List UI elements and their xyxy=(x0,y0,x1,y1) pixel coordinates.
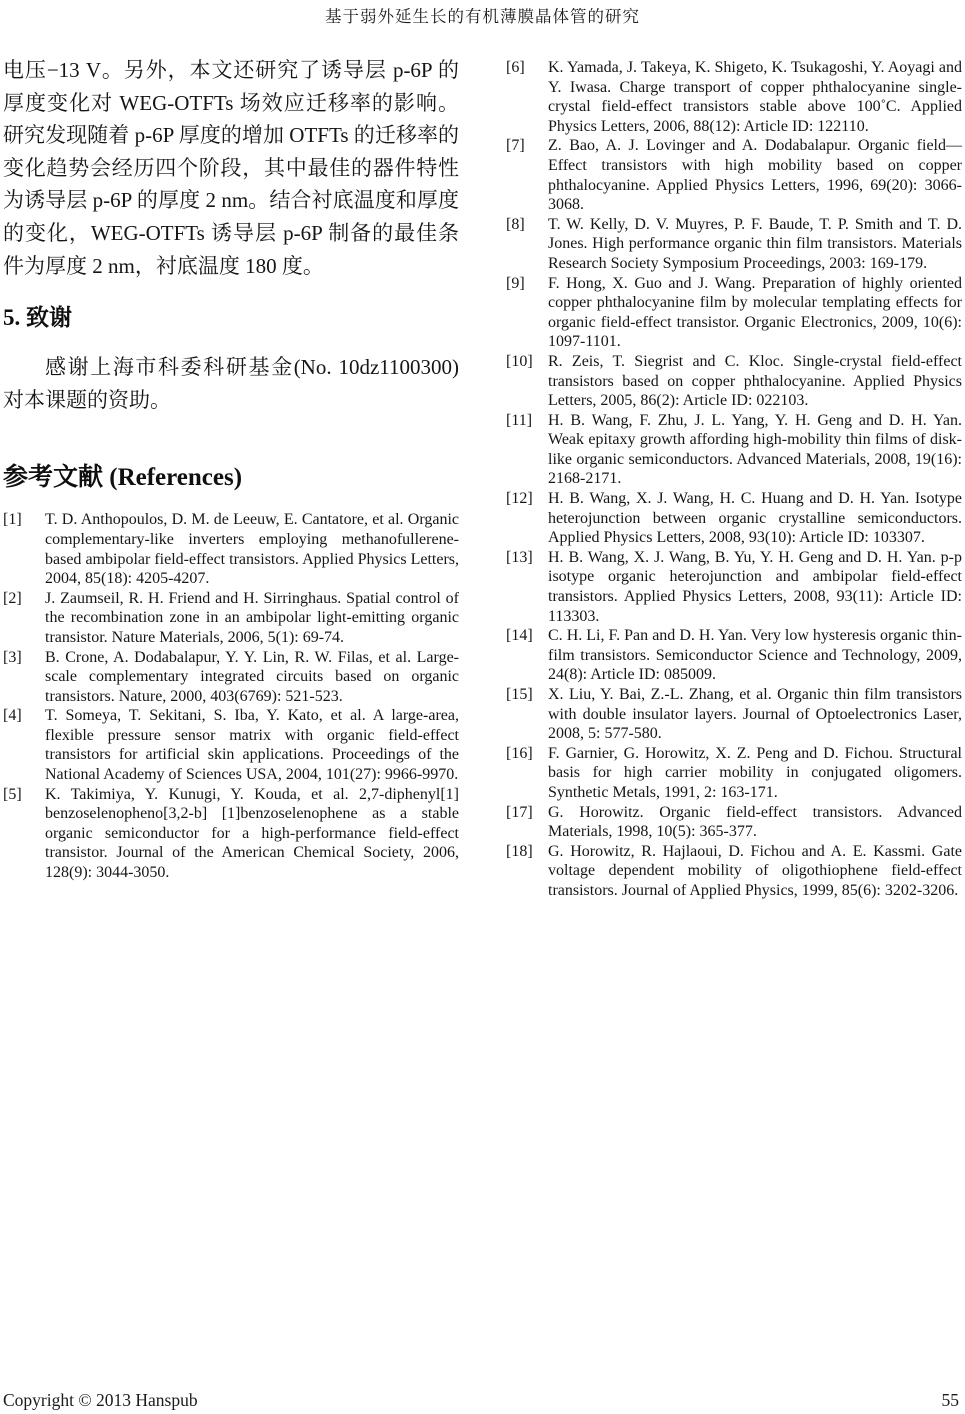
reference-text: H. B. Wang, X. J. Wang, B. Yu, Y. H. Geng and D. H. Yan. p-p isotype organic heterojunction and ambipolar field-effect transistors. Applied Physics Letters, 2008, 93(11): Article ID: 113303. xyxy=(548,548,962,625)
reference-item xyxy=(3,785,459,883)
reference-number: [10] xyxy=(506,352,533,370)
reference-text: T. Someya, T. Sekitani, S. Iba, Y. Kato, et al. A large-area, flexible pressure sensor matrix with organic field-effect transistors for artificial skin applications. Proceedings of the National Academy of Sciences USA, 2004, 101(27): 9966-9970. xyxy=(45,707,459,784)
reference-number: [14] xyxy=(506,627,533,645)
two-column-body xyxy=(3,54,962,901)
reference-text: X. Liu, Y. Bai, Z.-L. Zhang, et al. Organic thin film transistors with double insulator layers. Journal of Optoelectronics Laser, 2008, 5: 577-580. xyxy=(548,686,962,743)
reference-text: H. B. Wang, X. J. Wang, H. C. Huang and D. H. Yan. Isotype heterojunction between organic crystalline semiconductors. Applied Physics Letters, 2008, 93(10): Article ID: 103307. xyxy=(548,490,962,547)
reference-text: B. Crone, A. Dodabalapur, Y. Y. Lin, R. W. Filas, et al. Large-scale complementary integrated circuits based on organic transistors. Nature, 2000, 403(6769): 521-523. xyxy=(45,648,459,705)
footer-copyright: Copyright © 2013 Hanspub xyxy=(3,1390,198,1410)
page-footer xyxy=(3,1390,959,1411)
reference-number: [11] xyxy=(506,411,533,429)
reference-item xyxy=(506,352,962,411)
reference-item xyxy=(506,411,962,489)
right-column xyxy=(506,54,962,901)
reference-number: [3] xyxy=(3,648,22,666)
reference-number: [4] xyxy=(3,707,22,725)
acknowledgement-text: 感谢上海市科委科研基金(No. 10dz1100300)对本课题的资助。 xyxy=(3,355,459,412)
references-heading: 参考文献 (References) xyxy=(3,464,243,492)
reference-text: C. H. Li, F. Pan and D. H. Yan. Very low hysteresis organic thin-film transistors. Semiconductor Science and Technology, 2009, 24(8): Article ID: 085009. xyxy=(548,627,962,684)
reference-text: F. Hong, X. Guo and J. Wang. Preparation of highly oriented copper phthalocyanine film by molecular templating effects for organic field-effect transistor. Organic Electronics, 2009, 10(6): 1097-1101. xyxy=(548,274,962,351)
reference-text: G. Horowitz. Organic field-effect transistors. Advanced Materials, 1998, 10(5): 365-377. xyxy=(548,803,962,841)
reference-text: K. Yamada, J. Takeya, K. Shigeto, K. Tsukagoshi, Y. Aoyagi and Y. Iwasa. Charge transport of copper phthalocyanine single-crystal field-effect transistors stable above 100˚C. Applied Physics Letters, 2006, 88(12): Article ID: 122110. xyxy=(548,59,962,135)
reference-number: [16] xyxy=(506,744,533,762)
reference-number: [15] xyxy=(506,686,533,703)
reference-item xyxy=(506,626,962,685)
reference-text: Z. Bao, A. J. Lovinger and A. Dodabalapur. Organic field—Effect transistors with high mobility based on copper phthalocyanine. Applied Physics Letters, 1996, 69(20): 3066-3068. xyxy=(548,137,962,214)
body-paragraph: 电压−13 V。另外，本文还研究了诱导层 p-6P 的厚度变化对 WEG-OTFTs 场效应迁移率的影响。研究发现随着 p-6P 厚度的增加 OTFTs 的迁移率的变化趋势会经历四个阶段，其中最佳的器件特性为诱导层 p-6P 的厚度 2 nm。结合衬底温度和厚度的变化，WEG-OTFTs 诱导层 p-6P 制备的最佳条件为厚度 2 nm，衬底温度 180 度。 xyxy=(3,58,459,278)
reference-text: T. W. Kelly, D. V. Muyres, P. F. Baude, T. P. Smith and T. D. Jones. High performance organic thin film transistors. Materials Research Society Symposium Proceedings, 2003: 169-179. xyxy=(548,215,962,272)
reference-item xyxy=(3,510,459,588)
reference-number: [7] xyxy=(506,137,525,155)
reference-list-right xyxy=(506,58,962,901)
reference-text: J. Zaumseil, R. H. Friend and H. Sirringhaus. Spatial control of the recombination zone in an ambipolar light-emitting organic transistor. Nature Materials, 2006, 5(1): 69-74. xyxy=(45,589,459,646)
reference-text: F. Garnier, G. Horowitz, X. Z. Peng and D. Fichou. Structural basis for high carrier mobility in conjugated oligomers. Synthetic Metals, 1991, 2: 163-171. xyxy=(548,744,962,801)
reference-text: H. B. Wang, F. Zhu, J. L. Yang, Y. H. Geng and D. H. Yan. Weak epitaxy growth affording high-mobility thin films of disk-like organic semiconductors. Advanced Materials, 2008, 19(16): 2168-2171. xyxy=(548,411,962,488)
reference-item xyxy=(3,706,459,784)
reference-item xyxy=(3,589,459,648)
reference-item xyxy=(506,685,962,744)
reference-item xyxy=(506,744,962,803)
reference-number: [8] xyxy=(506,215,525,233)
reference-item xyxy=(3,648,459,707)
reference-list-left xyxy=(3,510,459,882)
reference-text: R. Zeis, T. Siegrist and C. Kloc. Single-crystal field-effect transistors based on copper phthalocyanine. Applied Physics Letters, 2005, 86(2): Article ID: 022103. xyxy=(548,352,962,410)
reference-number: [17] xyxy=(506,803,533,821)
acknowledgement-section-heading: 5. 致谢 xyxy=(3,305,72,331)
running-head-title: 基于弱外延生长的有机薄膜晶体管的研究 xyxy=(325,7,640,26)
reference-number: [2] xyxy=(3,589,22,607)
reference-item xyxy=(506,136,962,214)
reference-number: [1] xyxy=(3,511,22,529)
reference-item xyxy=(506,274,962,352)
reference-text: K. Takimiya, Y. Kunugi, Y. Kouda, et al. 2,7-diphenyl[1] benzoselenopheno[3,2-b] [1]benzoselenophene as a stable organic semiconductor for a high-performance field-effect transistor. Journal of the American Chemical Society, 2006, 128(9): 3044-3050. xyxy=(45,785,459,882)
reference-item xyxy=(506,215,962,274)
reference-item xyxy=(506,842,962,901)
reference-item xyxy=(506,548,962,626)
reference-number: [13] xyxy=(506,548,533,566)
reference-number: [18] xyxy=(506,842,533,860)
reference-item xyxy=(506,803,962,842)
reference-number: [12] xyxy=(506,490,533,508)
reference-number: [6] xyxy=(506,59,525,76)
reference-item xyxy=(506,489,962,548)
reference-item xyxy=(506,58,962,136)
reference-text: G. Horowitz, R. Hajlaoui, D. Fichou and A. E. Kassmi. Gate voltage dependent mobility of oligothiophene field-effect transistors. Journal of Applied Physics, 1999, 85(6): 3202-3206. xyxy=(548,842,962,899)
reference-text: T. D. Anthopoulos, D. M. de Leeuw, E. Cantatore, et al. Organic complementary-like inverters employing methanofullerene-based ambipolar field-effect transistors. Applied Physics Letters, 2004, 85(18): 4205-4207. xyxy=(45,511,459,588)
footer-page-number: 55 xyxy=(941,1390,959,1410)
reference-number: [9] xyxy=(506,274,525,292)
reference-number: [5] xyxy=(3,785,22,803)
left-column xyxy=(3,54,459,901)
